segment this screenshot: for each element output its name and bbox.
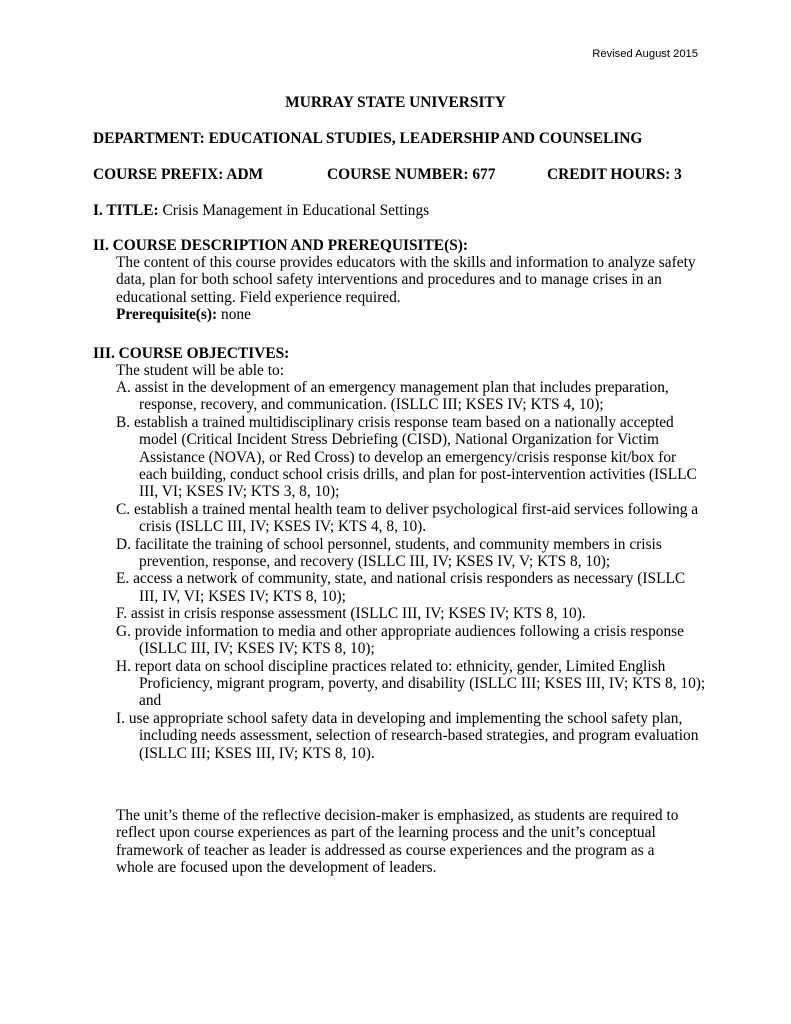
description-heading: II. COURSE DESCRIPTION AND PREREQUISITE(S): [93, 237, 469, 254]
objective-item-a: A. assist in the development of an emergency management plan that includes preparation, response, recovery, and communication. (ISLLC III; KSES IV; KTS 4, 10); [116, 379, 669, 414]
prerequisite-value: none [217, 306, 251, 324]
course-info-line [93, 166, 698, 184]
objectives-heading: III. COURSE OBJECTIVES: [93, 345, 290, 362]
credit-hours: CREDIT HOURS: 3 [547, 166, 682, 183]
revised-date: Revised August 2015 [592, 48, 698, 60]
theme-paragraph: The unit’s theme of the reflective decision-maker is emphasized, as students are required to reflect upon course experiences as part of the learning process and the unit’s conceptual framework of teacher as leader is addressed as course experiences and the program as a whole are focused upon the development of leaders. [116, 807, 679, 877]
objective-item-h: H. report data on school discipline practices related to: ethnicity, gender, Limited English Proficiency, migrant program, poverty, and disability (ISLLC III; KSES III, IV; KTS 8, 10); and [116, 657, 706, 710]
objective-item-e: E. access a network of community, state, and national crisis responders as necessary (ISLLC III, IV, VI; KSES IV; KTS 8, 10); [116, 570, 686, 605]
objective-item-b: B. establish a trained multidisciplinary crisis response team based on a nationally accepted model (Critical Incident Stress Debriefing (CISD), National Organization for Victim Assistance (NOVA), or Red Cross) to develop an emergency/crisis response kit/box for each building, conduct school crisis drills, and plan for post-intervention activities (ISLLC III, VI; KSES IV; KTS 3, 8, 10); [116, 413, 697, 501]
course-number: COURSE NUMBER: 677 [327, 166, 496, 183]
description-text: The content of this course provides educators with the skills and information to analyze safety data, plan for both school safety interventions and procedures and to manage crises in an educational setting. Field experience required. [116, 254, 696, 306]
course-title-line [93, 202, 429, 219]
objective-item-c: C. establish a trained mental health team to deliver psychological first-aid services following a crisis (ISLLC III, IV; KSES IV; KTS 4, 8, 10). [116, 500, 699, 536]
objective-item-g: G. provide information to media and other appropriate audiences following a crisis response (ISLLC III, IV; KSES IV; KTS 8, 10); [116, 622, 685, 658]
title-label: I. TITLE: [93, 202, 159, 219]
university-name: MURRAY STATE UNIVERSITY [285, 94, 506, 111]
title-value: Crisis Management in Educational Settings [158, 202, 430, 219]
prerequisite-line [116, 306, 706, 323]
objectives-list [116, 379, 706, 762]
prerequisite-label: Prerequisite(s): [116, 306, 218, 324]
objectives-intro: The student will be able to: [116, 362, 284, 379]
description-body [116, 254, 706, 324]
objective-item-f: F. assist in crisis response assessment (ISLLC III, IV; KSES IV; KTS 8, 10). [116, 605, 586, 623]
objective-item-d: D. facilitate the training of school personnel, students, and community members in crisis prevention, response, and recovery (ISLLC III, IV; KSES IV, V; KTS 8, 10); [116, 535, 662, 571]
objective-item-i: I. use appropriate school safety data in developing and implementing the school safety plan, including needs assessment, selection of research-based strategies, and program evaluation (ISLLC III; KSES III, IV; KTS 8, 10). [116, 709, 699, 762]
department-line: DEPARTMENT: EDUCATIONAL STUDIES, LEADERSHIP AND COUNSELING [93, 130, 643, 147]
course-prefix: COURSE PREFIX: ADM [93, 166, 264, 183]
